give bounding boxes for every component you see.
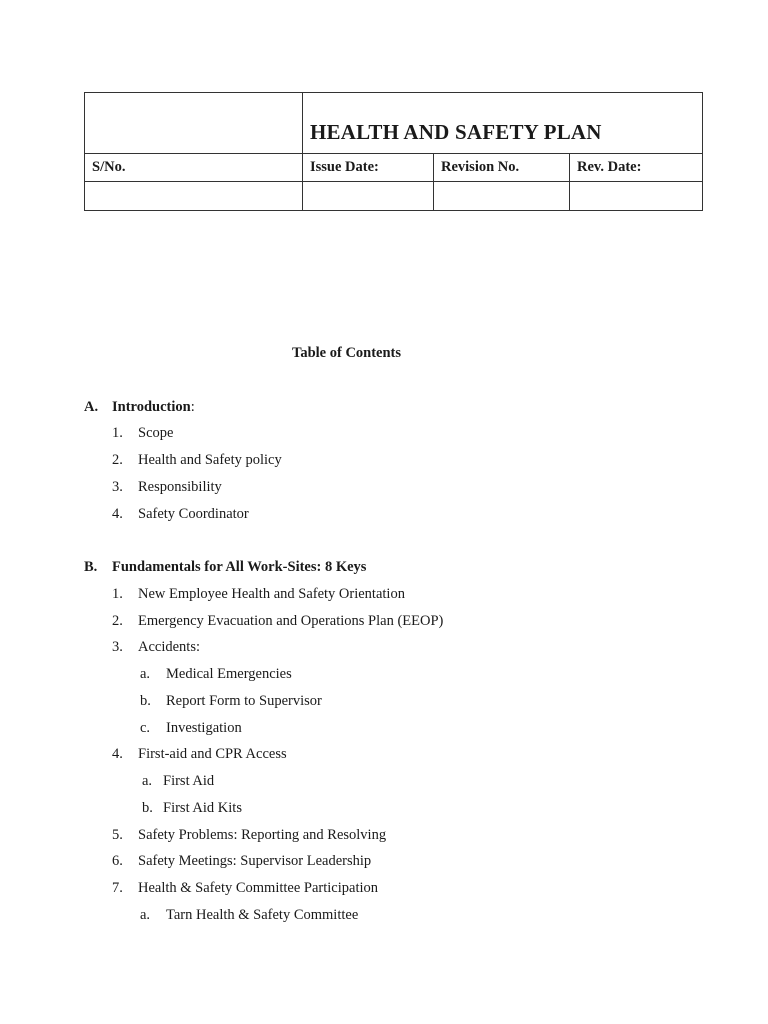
header-revision-no: Revision No. bbox=[434, 154, 570, 182]
value-sno bbox=[85, 182, 303, 211]
title-cell bbox=[303, 93, 703, 154]
section-letter: B. bbox=[84, 559, 98, 575]
toc-title: Table of Contents bbox=[292, 345, 402, 361]
document-header-table bbox=[84, 92, 703, 211]
header-issue-date: Issue Date: bbox=[303, 154, 434, 182]
value-revision-no bbox=[434, 182, 570, 211]
document-title: HEALTH AND SAFETY PLAN bbox=[310, 120, 602, 144]
value-rev-date bbox=[570, 182, 703, 211]
logo-cell bbox=[85, 93, 303, 154]
section-label: Introduction: bbox=[112, 399, 195, 415]
section-letter: A. bbox=[84, 399, 99, 415]
value-issue-date bbox=[303, 182, 434, 211]
header-rev-date: Rev. Date: bbox=[570, 154, 703, 182]
header-sno: S/No. bbox=[85, 154, 303, 182]
section-label: Fundamentals for All Work-Sites: 8 Keys bbox=[112, 559, 367, 575]
